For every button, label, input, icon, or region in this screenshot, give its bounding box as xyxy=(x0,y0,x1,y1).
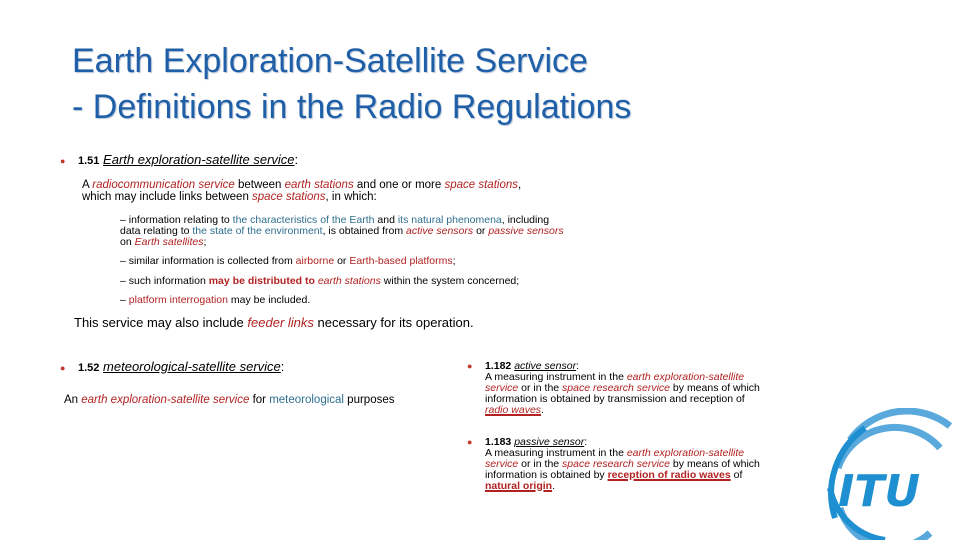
feeder-links-note: This service may also include feeder links necessary for its operation. xyxy=(74,315,474,330)
definition-1-51-item-2: – similar information is collected from airborne or Earth-based platforms; xyxy=(120,255,456,267)
definition-1-51-heading: ● 1.51 Earth exploration-satellite service: xyxy=(60,152,299,167)
definition-1-183: ● 1.183 passive sensor: A measuring instrument in the earth exploration-satellite service or in the space research service by means of which information is obtained by reception of radio waves of natural origin. xyxy=(467,436,760,492)
bullet-icon: ● xyxy=(467,437,473,447)
bullet-icon: ● xyxy=(60,156,66,166)
title-line-1: Earth Exploration-Satellite Service xyxy=(72,42,588,80)
term-eess: Earth exploration-satellite service xyxy=(103,152,295,167)
term-metsat: meteorological-satellite service xyxy=(103,359,281,374)
svg-text:ITU: ITU xyxy=(838,466,921,517)
itu-logo xyxy=(810,408,960,540)
title-line-2: - Definitions in the Radio Regulations xyxy=(72,88,632,126)
page-title xyxy=(72,38,892,130)
definition-1-52-heading: ● 1.52 meteorological-satellite service: xyxy=(60,359,285,374)
definition-1-52-description: An earth exploration-satellite service for meteorological purposes xyxy=(64,394,395,406)
definition-1-51-item-1: – information relating to the characteristics of the Earth and its natural phenomena, including data relating to the state of the environment, is obtained from active sensors or passive sensors on Earth satellites; xyxy=(120,214,564,248)
definition-1-51-item-4: – platform interrogation may be included. xyxy=(120,294,311,306)
bullet-icon: ● xyxy=(467,361,473,371)
itu-logo-icon xyxy=(810,408,960,540)
definition-1-51-intro: A radiocommunication service between earth stations and one or more space stations, which may include links between space stations, in which: xyxy=(82,179,522,203)
bullet-icon: ● xyxy=(60,363,66,373)
definition-1-51-item-3: – such information may be distributed to earth stations within the system concerned; xyxy=(120,275,520,287)
definition-1-182: ● 1.182 active sensor: A measuring instrument in the earth exploration-satellite service or in the space research service by means of which information is obtained by transmission and reception of radio waves. xyxy=(467,360,760,416)
